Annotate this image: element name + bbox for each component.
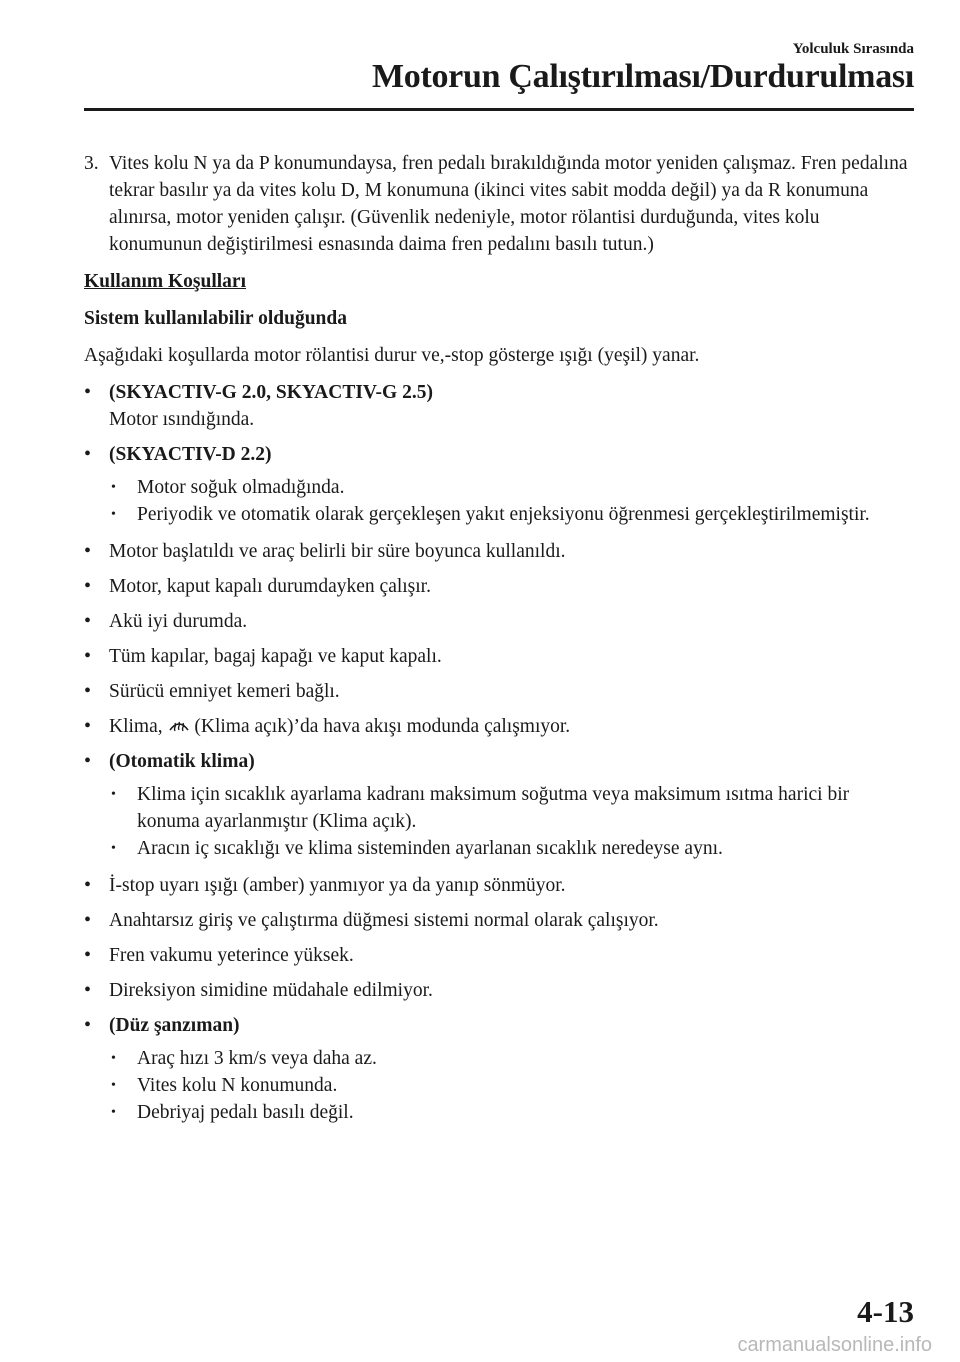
bullet: •	[84, 610, 92, 632]
sub-list-item	[109, 1099, 914, 1126]
step-3	[84, 150, 914, 258]
sub-bullet: •	[111, 841, 116, 856]
list-item-title: (SKYACTIV-D 2.2)	[109, 444, 272, 465]
list-item	[84, 608, 914, 635]
sub-list-item-text: Aracın iç sıcaklığı ve klima sisteminden ayarlanan sıcaklık neredeyse aynı.	[137, 838, 723, 859]
bullet: •	[84, 1014, 92, 1036]
list-item	[84, 538, 914, 565]
header-section: Yolculuk Sırasında	[792, 41, 914, 57]
intro-paragraph: Aşağıdaki koşullarda motor rölantisi durur ve,-stop gösterge ışığı (yeşil) yanar.	[84, 345, 700, 366]
step-text: Vites kolu N ya da P konumundaysa, fren pedalı bırakıldığında motor yeniden çalışmaz. Fren pedalına tekrar basılır ya da vites kolu D, M konumuna (ikinci vites sabit modda değil) ya da R konumuna alınırsa, motor yeniden çalışır. (Güvenlik nedeniyle, motor rölantisi durduğunda, vites kolu konumunun değiştirilmesi esnasında daima fren pedalını basılı tutun.)	[109, 153, 908, 255]
list-item-text: Fren vakumu yeterince yüksek.	[109, 945, 354, 966]
sub-list-item	[109, 501, 914, 528]
sub-list-item-text: Motor soğuk olmadığında.	[137, 477, 345, 498]
list-item	[84, 748, 914, 775]
list-item-text: İ-stop uyarı ışığı (amber) yanmıyor ya da yanıp sönmüyor.	[109, 875, 566, 896]
sub-list-item-text: Debriyaj pedalı basılı değil.	[137, 1102, 354, 1123]
windshield-defrost-icon	[168, 716, 190, 734]
step-number: 3.	[84, 153, 99, 174]
sub-list	[109, 474, 914, 528]
bullet: •	[84, 443, 92, 465]
bullet: •	[84, 680, 92, 702]
list-item	[84, 573, 914, 600]
page-number: 4-13	[857, 1294, 914, 1329]
page-content	[84, 150, 914, 1136]
bullet: •	[84, 979, 92, 1001]
bullet: •	[84, 575, 92, 597]
list-item	[84, 643, 914, 670]
sub-bullet: •	[111, 1105, 116, 1120]
bullet: •	[84, 540, 92, 562]
list-item	[84, 678, 914, 705]
sub-list	[109, 781, 914, 862]
sub-list-item-text: Araç hızı 3 km/s veya daha az.	[137, 1048, 377, 1069]
list-item-text: Sürücü emniyet kemeri bağlı.	[109, 681, 340, 702]
list-item	[84, 977, 914, 1004]
list-item	[84, 441, 914, 468]
list-item	[84, 713, 914, 740]
bullet: •	[84, 874, 92, 896]
sub-bullet: •	[111, 480, 116, 495]
sub-bullet: •	[111, 1051, 116, 1066]
watermark: carmanualsonline.info	[737, 1334, 932, 1356]
list-item-title: (Otomatik klima)	[109, 751, 255, 772]
usage-subheading: Sistem kullanılabilir olduğunda	[84, 308, 347, 329]
list-item-text: Tüm kapılar, bagaj kapağı ve kaput kapalı.	[109, 646, 442, 667]
sub-list-item-text: Klima için sıcaklık ayarlama kadranı maksimum soğutma veya maksimum ısıtma harici bir konuma ayarlanmıştır (Klima açık).	[137, 784, 850, 832]
sub-bullet: •	[111, 1078, 116, 1093]
list-item-text: Klima,	[109, 716, 163, 737]
list-item-text: Motor başlatıldı ve araç belirli bir süre boyunca kullanıldı.	[109, 541, 566, 562]
sub-list-item	[109, 781, 914, 835]
list-item-text: Direksiyon simidine müdahale edilmiyor.	[109, 980, 433, 1001]
sub-list-item-text: Periyodik ve otomatik olarak gerçekleşen yakıt enjeksiyonu öğrenmesi gerçekleştirilmemiştir.	[137, 504, 870, 525]
sub-list-item	[109, 1045, 914, 1072]
bullet: •	[84, 715, 92, 737]
list-item-text: Motor, kaput kapalı durumdayken çalışır.	[109, 576, 431, 597]
page-title: Motorun Çalıştırılması/Durdurulması	[371, 58, 914, 95]
bullet: •	[84, 909, 92, 931]
bullet: •	[84, 381, 92, 403]
list-item-text: Anahtarsız giriş ve çalıştırma düğmesi sistemi normal olarak çalışıyor.	[109, 910, 659, 931]
sub-list-item	[109, 835, 914, 862]
list-item-title: (SKYACTIV-G 2.0, SKYACTIV-G 2.5)	[109, 382, 433, 403]
sub-list-item-text: Vites kolu N konumunda.	[137, 1075, 338, 1096]
sub-bullet: •	[111, 787, 116, 802]
bullet: •	[84, 645, 92, 667]
list-item	[84, 379, 914, 433]
sub-bullet: •	[111, 507, 116, 522]
list-item-text: (Klima açık)’da hava akışı modunda çalışmıyor.	[194, 716, 571, 737]
list-item	[84, 942, 914, 969]
usage-heading: Kullanım Koşulları	[84, 271, 246, 292]
list-item-text: Akü iyi durumda.	[109, 611, 248, 632]
list-item-text: Motor ısındığında.	[109, 409, 255, 430]
list-item	[84, 907, 914, 934]
sub-list-item	[109, 474, 914, 501]
header-divider	[84, 108, 914, 111]
bullet: •	[84, 750, 92, 772]
bullet: •	[84, 944, 92, 966]
list-item-title: (Düz şanzıman)	[109, 1015, 240, 1036]
sub-list	[109, 1045, 914, 1126]
list-item	[84, 872, 914, 899]
sub-list-item	[109, 1072, 914, 1099]
list-item	[84, 1012, 914, 1039]
